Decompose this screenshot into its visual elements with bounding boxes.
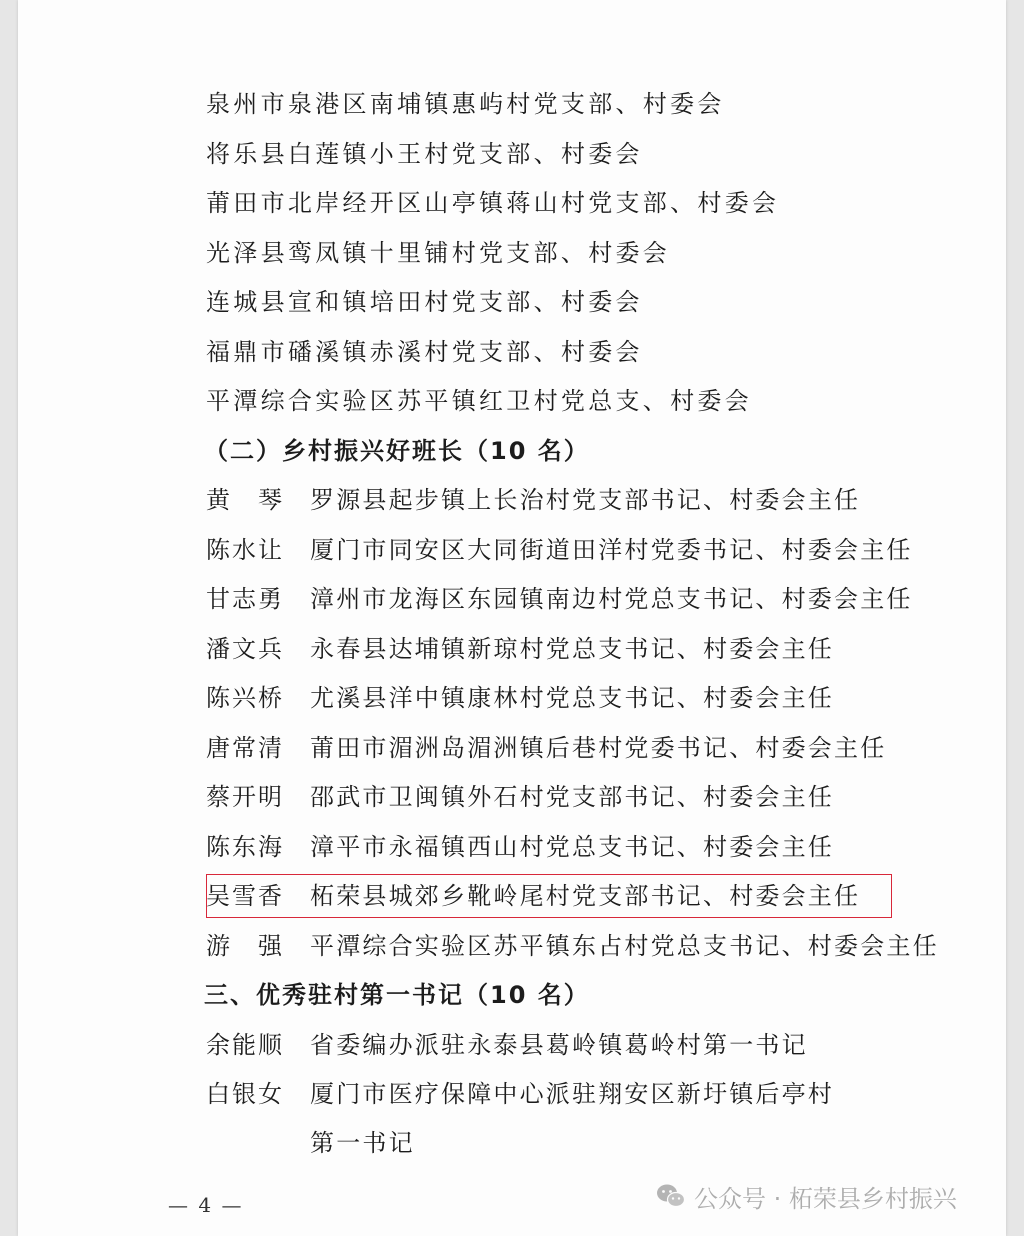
person-name: 游强 — [206, 932, 310, 960]
unit-line: 泉州市泉港区南埔镇惠屿村党支部、村委会 — [206, 90, 725, 118]
section-heading: （二）乡村振兴好班长（10 名） — [204, 437, 590, 465]
person-name: 甘志勇 — [206, 585, 284, 613]
person-role: 平潭综合实验区苏平镇东占村党总支书记、村委会主任 — [310, 932, 939, 960]
unit-line: 平潭综合实验区苏平镇红卫村党总支、村委会 — [206, 387, 752, 415]
person-name: 余能顺 — [206, 1031, 284, 1059]
person-name: 潘文兵 — [206, 635, 284, 663]
wechat-icon — [656, 1183, 686, 1209]
person-name: 吴雪香 — [206, 882, 284, 910]
watermark — [656, 1180, 957, 1212]
person-name: 陈东海 — [206, 833, 284, 861]
person-role-continuation: 第一书记 — [310, 1129, 415, 1157]
unit-line: 光泽县鸾凤镇十里铺村党支部、村委会 — [206, 239, 671, 267]
person-role: 省委编办派驻永泰县葛岭镇葛岭村第一书记 — [310, 1031, 808, 1059]
person-name: 蔡开明 — [206, 783, 284, 811]
person-name: 白银女 — [206, 1080, 284, 1108]
person-role: 尤溪县洋中镇康林村党总支书记、村委会主任 — [310, 684, 834, 712]
person-role: 柘荣县城郊乡靴岭尾村党支部书记、村委会主任 — [310, 882, 861, 910]
person-name: 黄琴 — [206, 486, 310, 514]
person-role: 漳州市龙海区东园镇南边村党总支书记、村委会主任 — [310, 585, 913, 613]
person-role: 永春县达埔镇新琼村党总支书记、村委会主任 — [310, 635, 834, 663]
person-role: 莆田市湄洲岛湄洲镇后巷村党委书记、村委会主任 — [310, 734, 887, 762]
page-number: — 4 — — [168, 1193, 244, 1217]
person-role: 罗源县起步镇上长治村党支部书记、村委会主任 — [310, 486, 861, 514]
person-role: 邵武市卫闽镇外石村党支部书记、村委会主任 — [310, 783, 834, 811]
person-name: 唐常清 — [206, 734, 284, 762]
unit-line: 连城县宣和镇培田村党支部、村委会 — [206, 288, 643, 316]
unit-line: 莆田市北岸经开区山亭镇蒋山村党支部、村委会 — [206, 189, 780, 217]
section-heading: 三、优秀驻村第一书记（10 名） — [204, 981, 590, 1009]
watermark-text: 公众号 · 柘荣县乡村振兴 — [694, 1184, 957, 1213]
person-role: 厦门市医疗保障中心派驻翔安区新圩镇后亭村 — [310, 1080, 834, 1108]
unit-line: 福鼎市磻溪镇赤溪村党支部、村委会 — [206, 338, 643, 366]
document-page — [18, 0, 1006, 1236]
person-name: 陈水让 — [206, 536, 284, 564]
person-role: 漳平市永福镇西山村党总支书记、村委会主任 — [310, 833, 834, 861]
person-role: 厦门市同安区大同街道田洋村党委书记、村委会主任 — [310, 536, 913, 564]
person-name: 陈兴桥 — [206, 684, 284, 712]
unit-line: 将乐县白莲镇小王村党支部、村委会 — [206, 140, 643, 168]
